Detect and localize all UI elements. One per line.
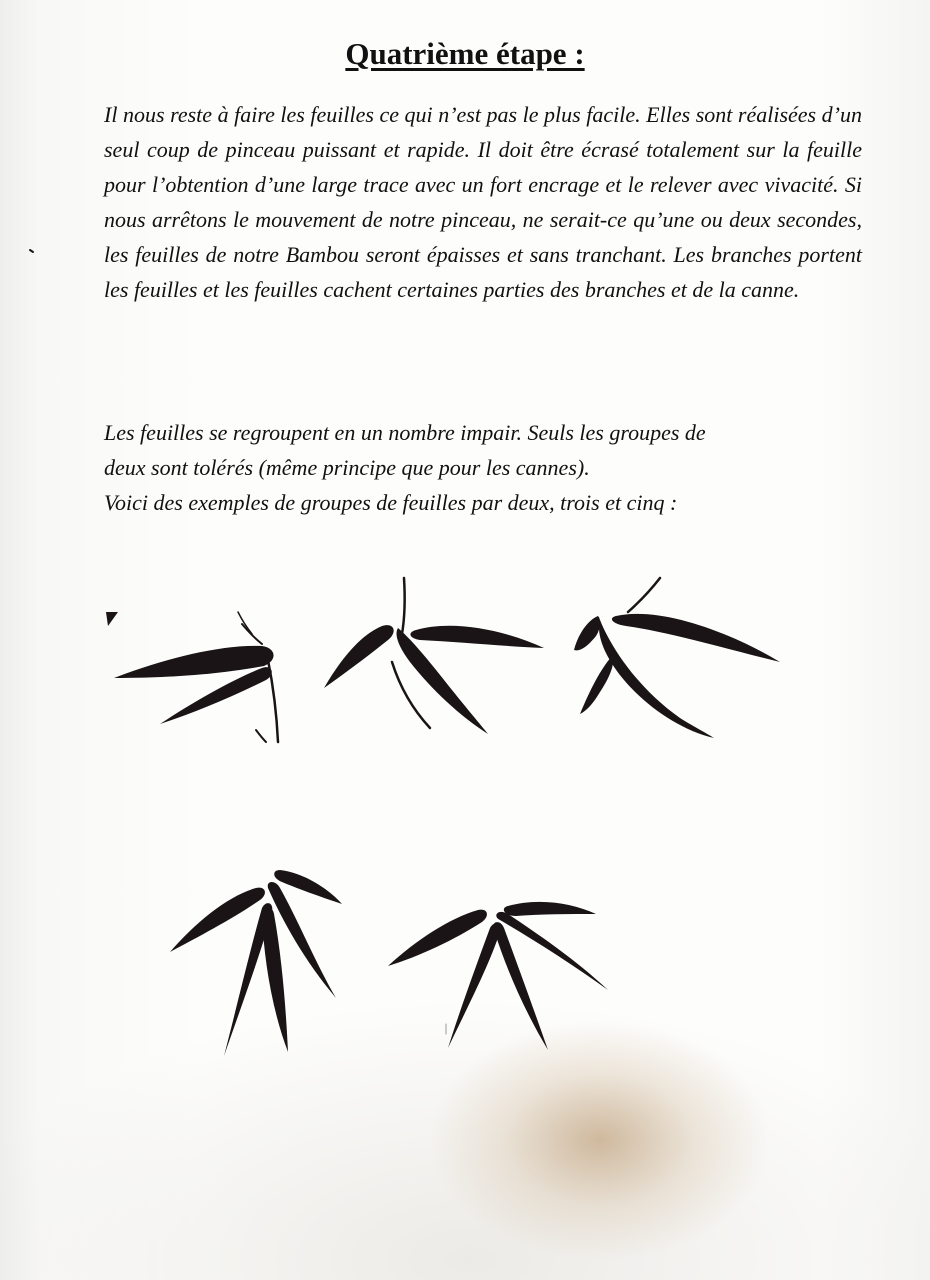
leaf-group-five-b	[388, 902, 608, 1050]
leaf-group-five	[170, 870, 342, 1056]
paragraph-line: Voici des exemples de groupes de feuilles par deux, trois et cinq :	[104, 490, 678, 515]
leaf	[262, 907, 288, 1052]
leaf-group-three-b	[574, 578, 780, 738]
branch	[628, 578, 660, 612]
ink-mark	[106, 612, 118, 626]
leaf	[324, 625, 394, 688]
leaf	[397, 628, 489, 734]
branch	[402, 578, 405, 634]
leaf	[612, 614, 780, 662]
paragraph-leaves-technique: Il nous reste à faire les feuilles ce qui n’est pas le plus facile. Elles sont réalisées d’un seul coup de pinceau puissant et rapide. Il doit être écrasé totalement sur la feuille pour l’obtention d’une large trace avec un fort encrage et le relever avec vivacité. Si nous arrêtons le mouvement de notre pinceau, ne serait-ce qu’une ou deux secondes, les feuilles de notre Bambou seront épaisses et sans tranchant. Les branches portent les feuilles et les feuilles cachent certaines parties des branches et de la canne.	[104, 102, 862, 302]
leaf	[388, 910, 487, 966]
leaf	[574, 616, 600, 650]
leaf-group-three	[324, 578, 544, 734]
ink-dot	[30, 250, 33, 252]
branch	[238, 612, 252, 634]
leaf	[410, 626, 544, 648]
leaf	[580, 656, 613, 714]
page-title: Quatrième étape :	[345, 36, 585, 71]
leaf-group-two	[114, 612, 278, 742]
paragraph-line: deux sont tolérés (même principe que pour les cannes).	[104, 455, 590, 480]
leaf	[448, 923, 501, 1048]
leaf	[170, 888, 265, 952]
paragraph-line: Les feuilles se regroupent en un nombre impair. Seuls les groupes de	[104, 420, 706, 445]
branch	[256, 730, 266, 742]
leaf	[114, 646, 274, 678]
leaf	[504, 902, 596, 916]
